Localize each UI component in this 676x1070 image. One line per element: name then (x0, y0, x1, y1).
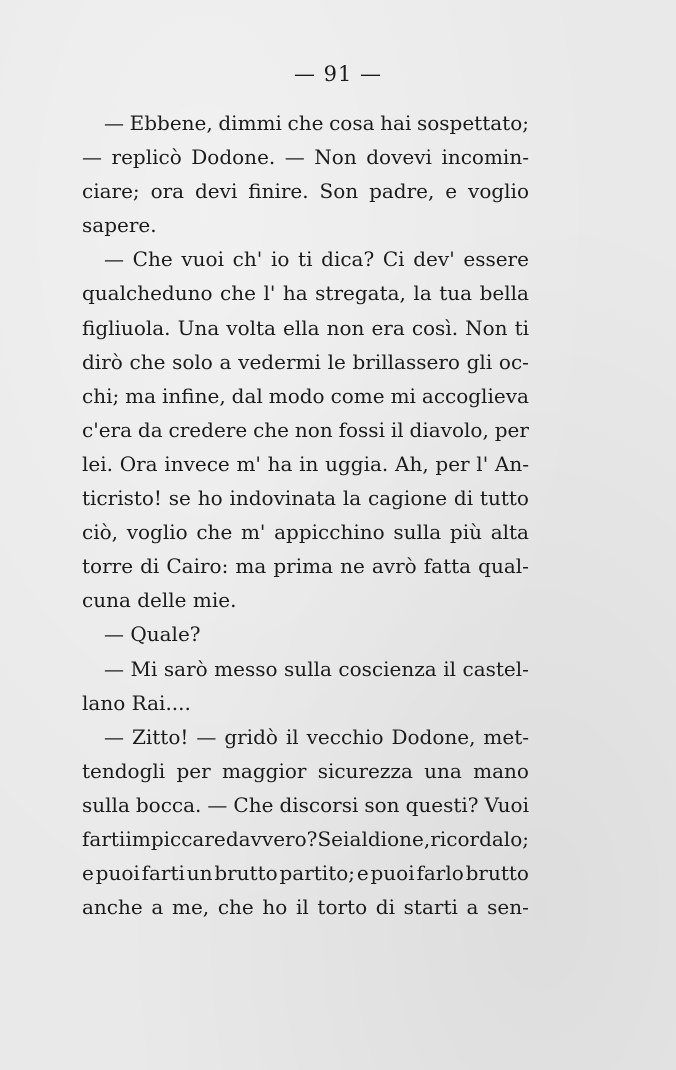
text-line: — Ebbene, dimmi che cosa hai sospettato; (104, 111, 529, 135)
text-line: sulla bocca. — Che discorsi son questi? Vuoi (82, 792, 529, 817)
text-line: dirò che solo a vedermi le brillassero gli oc- (82, 349, 529, 374)
text-line: sapere. (82, 213, 157, 238)
text-line: — replicò Dodone. — Non dovevi incomin- (82, 145, 529, 170)
text-line: c'era da credere che non fossi il diavolo, per (82, 417, 529, 442)
text-line: — Mi sarò messo sulla coscienza il castel- (104, 656, 529, 681)
text-line: ticristo! se ho indovinata la cagione di tutto (82, 486, 529, 511)
body-text (82, 106, 529, 924)
text-line: figliuola. Una volta ella non era così. Non ti (82, 315, 529, 340)
text-line: — Che vuoi ch' io ti dica? Ci dev' essere (104, 247, 529, 272)
text-line: tendogli per maggior sicurezza una mano (82, 758, 529, 783)
text-line: cuna delle mie. (82, 588, 237, 613)
text-line: ciò, voglio che m' appicchino sulla più alta (82, 520, 529, 545)
text-line: lano Rai.... (82, 690, 191, 715)
text-line: — Quale? (104, 622, 201, 647)
text-line: farti impiccare davvero? Sei aldione, ricordalo; (82, 826, 529, 851)
text-line: lei. Ora invece m' ha in uggia. Ah, per l' An- (82, 451, 529, 476)
text-line: qualcheduno che l' ha stregata, la tua bella (82, 281, 529, 306)
text-line: — Zitto! — gridò il vecchio Dodone, met- (104, 724, 529, 749)
text-line: chi; ma infine, dal modo come mi accoglieva (82, 383, 529, 408)
text-line: torre di Cairo: ma prima ne avrò fatta qual- (82, 554, 529, 579)
text-line: anche a me, che ho il torto di starti a sen- (82, 895, 529, 920)
text-line: e puoi farti un brutto partito; e puoi farlo brutto (82, 861, 529, 886)
page-number: — 91 — (293, 62, 383, 86)
text-line: ciare; ora devi finire. Son padre, e voglio (82, 179, 529, 204)
